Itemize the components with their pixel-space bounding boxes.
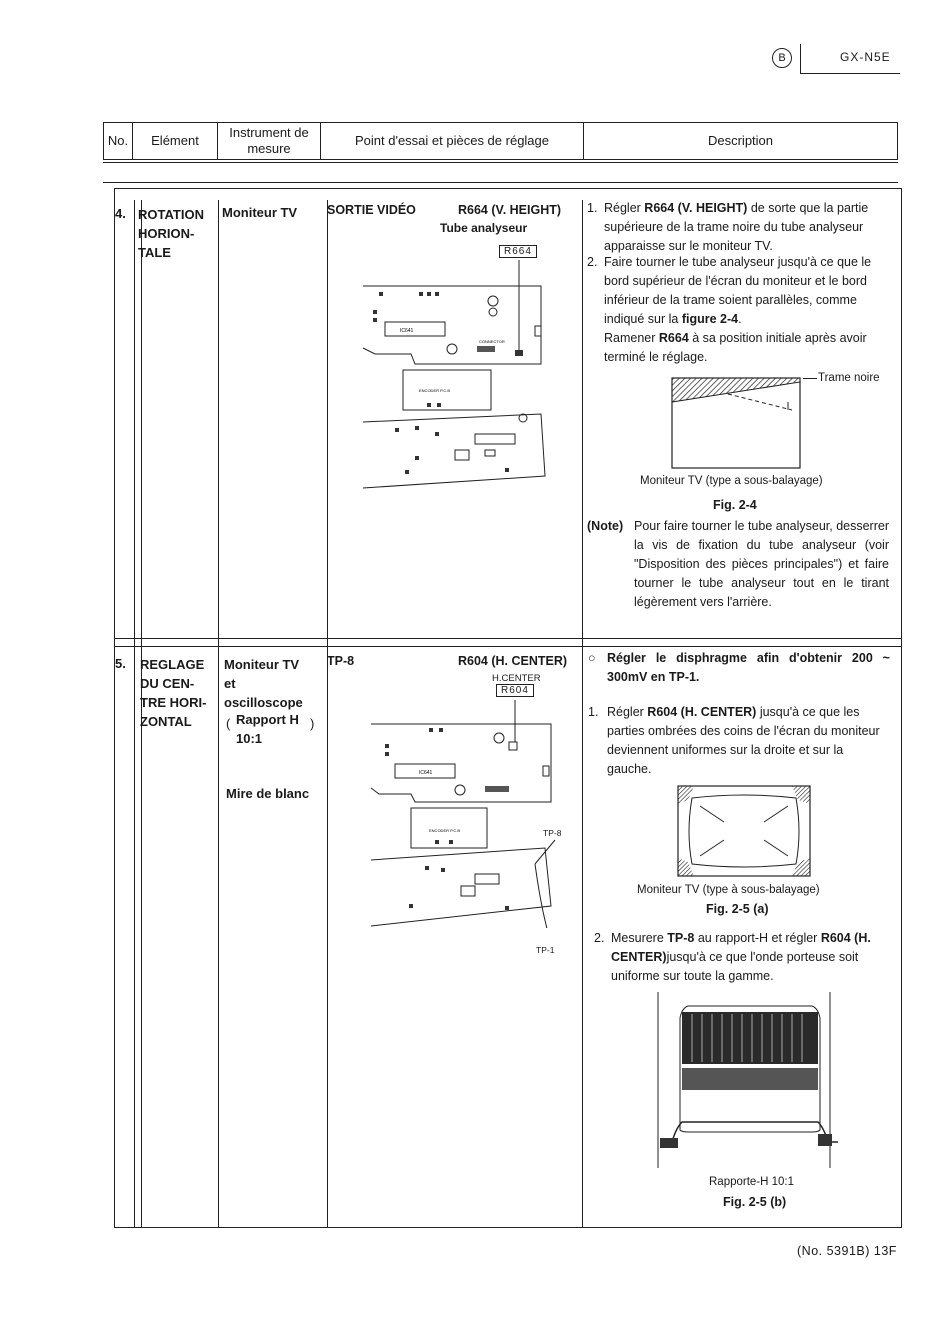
tp1-label: TP-1 — [536, 945, 555, 955]
fig-2-5-b-caption: Rapporte-H 10:1 — [709, 1176, 795, 1188]
model-number: GX-N5E — [840, 50, 891, 64]
row4-point-right: R664 (V. HEIGHT) — [458, 203, 562, 217]
row5-mire: Mire de blanc — [226, 786, 310, 801]
col-line-1 — [134, 200, 135, 1228]
row5-rapport: ( Rapport H 10:1 ) — [226, 712, 315, 746]
pcb-board-bottom — [363, 414, 545, 488]
row-separator — [114, 638, 902, 639]
fig-2-4 — [668, 372, 808, 472]
pcb-board-top — [363, 286, 541, 364]
header-description: Description — [707, 133, 774, 148]
col-line-3 — [327, 200, 328, 1228]
header-divider — [800, 44, 801, 74]
table-header — [103, 122, 898, 160]
top-double-line — [103, 182, 898, 183]
tp8-label: TP-8 — [543, 828, 562, 838]
monitor-screen — [689, 795, 799, 867]
monitor-outer — [678, 786, 810, 876]
fig-2-5-b — [652, 992, 842, 1168]
encoder-label: ENCODER P.C.B — [419, 388, 451, 393]
header-no: No. — [104, 123, 133, 159]
row5-point-left: TP-8 — [327, 654, 355, 668]
waveform-fill-top — [682, 1012, 818, 1064]
col-line-2 — [218, 200, 219, 1228]
fig-2-4-no: Fig. 2-4 — [713, 498, 757, 512]
svg-text:IC641: IC641 — [419, 770, 433, 776]
row4-note-text: Pour faire tourner le tube analyseur, desserrer la vis de fixation du tube analyseur (voir "Disposition des pièces principales") et faire tourner le tube analyseur tout en le tirant légèrement vers l'arrière. — [634, 519, 889, 609]
header-element: Elément — [133, 123, 218, 159]
fig-2-5-a-caption: Moniteur TV (type à sous-balayage) — [637, 884, 820, 896]
pcb5-board-top — [371, 724, 551, 802]
black-raster — [672, 378, 800, 402]
header-underline — [800, 73, 900, 74]
row4-pcb-diagram — [355, 256, 555, 492]
row4-point-sub: Tube analyseur — [440, 221, 528, 235]
row5-no: 5. — [115, 656, 126, 671]
fig-2-4-label — [803, 378, 817, 379]
row5-step-1: 1. Régler R604 (H. CENTER) jusqu'à ce que les parties ombrées des coins de l'écran du moniteur deviennent uniformes sur la droite et sur la gauche. — [588, 705, 880, 776]
connector-label: CONNECTOR — [479, 339, 505, 344]
fig-2-5-a-no: Fig. 2-5 (a) — [706, 902, 769, 916]
row-separator-b — [114, 646, 902, 647]
page-header — [760, 44, 900, 74]
row4-step-3: Ramener R664 à sa position initiale après avoir terminé le réglage. — [604, 331, 867, 364]
row4-instrument: Moniteur TV — [222, 205, 298, 220]
row4-note-label: (Note) — [587, 519, 624, 533]
fig-2-4-trame-noire: Trame noire — [818, 372, 880, 384]
row5-sub-label: H.CENTER — [492, 673, 541, 684]
row4-part-label: R664 — [499, 245, 537, 258]
waveform-fill-bottom — [682, 1068, 818, 1090]
badge-circle: B — [772, 48, 792, 68]
row4-no: 4. — [115, 206, 126, 221]
row5-element: REGLAGE DU CEN- TRE HORI- ZONTAL — [140, 657, 207, 729]
row5-pcb-diagram — [365, 698, 565, 928]
col-line-4 — [582, 200, 583, 1228]
header-point: Point d'essai et pièces de réglage — [321, 123, 584, 159]
row4-point-left: SORTIE VIDÉO — [327, 203, 416, 217]
ic641-label: IC641 — [400, 328, 414, 334]
row5-bullet: ○ Régler le disphragme afin d'obtenir 200 ~ 300mV en TP-1. — [588, 651, 890, 684]
row5-part-label: R604 — [496, 684, 534, 697]
fig-2-5-b-no: Fig. 2-5 (b) — [723, 1195, 787, 1209]
row4-step-1: 1. Régler R664 (V. HEIGHT) de sorte que la partie supérieure de la trame noire du tube analyseur apparaisse sur le moniteur TV. — [587, 201, 869, 253]
page-footer: (No. 5391B) 13F — [797, 1244, 897, 1258]
row4-element: ROTATION HORION- TALE — [138, 207, 204, 260]
row5-instrument: Moniteur TV et oscilloscope — [224, 657, 303, 710]
fig-2-5-a — [676, 784, 812, 880]
header-double-line — [103, 162, 898, 163]
row4-step-2: 2. Faire tourner le tube analyseur jusqu'à ce que le bord supérieur de l'écran du moniteur et le bord inférieur de la trame soient parallèles, comme indiqué sur la figure 2-4. — [587, 255, 872, 326]
svg-text:ENCODER P.C.B: ENCODER P.C.B — [429, 828, 461, 833]
row5-step-2: 2. Mesurere TP-8 au rapport-H et régler R604 (H. CENTER)jusqu'à ce que l'onde porteuse soit uniforme sur toute la gamme. — [594, 931, 871, 983]
row5-point-right: R604 (H. CENTER) — [458, 654, 568, 668]
fig-2-4-caption: Moniteur TV (type a sous-balayage) — [640, 475, 823, 487]
header-instrument: Instrument de mesure — [218, 123, 321, 159]
